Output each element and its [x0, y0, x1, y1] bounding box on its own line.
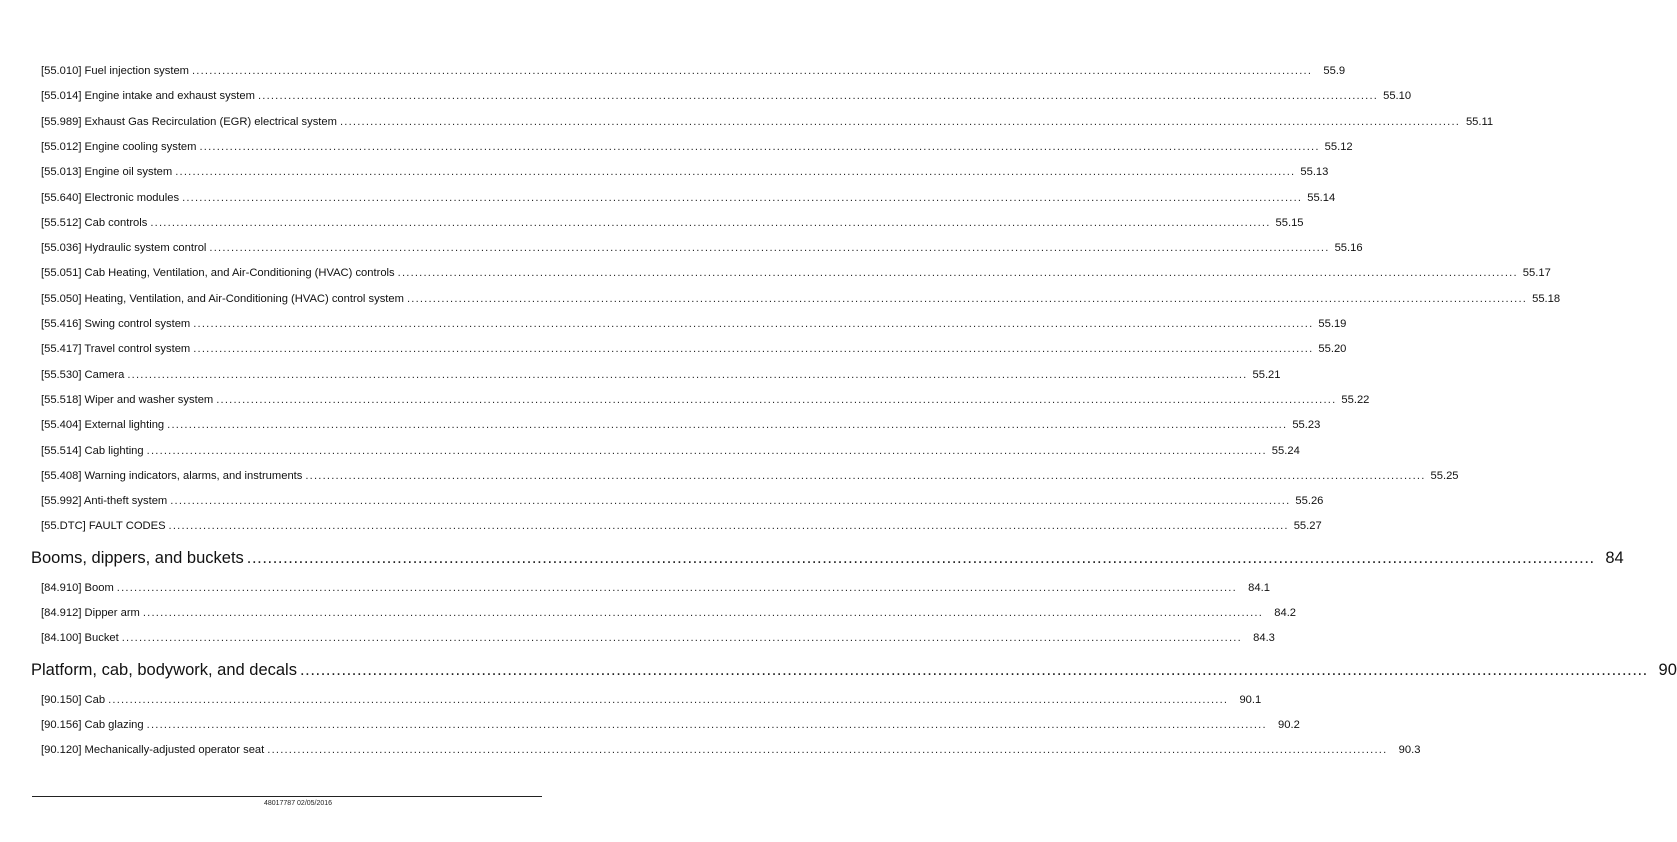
- toc-entry-page-number: 55.23: [1292, 419, 1321, 432]
- toc-section-page-number: 90: [1658, 660, 1677, 679]
- toc-entry-page-number: 55.22: [1341, 393, 1370, 406]
- toc-entry-title: [55.013] Engine oil system: [41, 166, 173, 179]
- toc-entry-page-number: 55.17: [1522, 267, 1551, 280]
- dot-leader: ....................................................................................................................................................................................................................................................................: [397, 267, 1518, 280]
- toc-entry-title: [55.518] Wiper and washer system: [41, 393, 214, 406]
- toc-section-title: Booms, dippers, and buckets: [31, 548, 244, 567]
- toc-entry[interactable]: [41, 216, 1304, 230]
- toc-entry-title: [84.100] Bucket: [41, 632, 119, 645]
- dot-leader: ....................................................................................................................................................................................................................................................................: [150, 216, 1271, 229]
- toc-entry[interactable]: [41, 140, 1353, 154]
- dot-leader: ....................................................................................................................................................................................................................................................................: [167, 419, 1288, 432]
- toc-section-title: Platform, cab, bodywork, and decals: [31, 660, 297, 679]
- toc-entry-page-number: 55.21: [1252, 368, 1281, 381]
- toc-entry-title: [55.010] Fuel injection system: [41, 65, 189, 77]
- toc-entry-page-number: 55.20: [1318, 343, 1347, 356]
- dot-leader: ....................................................................................................................................................................................................................................................................: [142, 607, 1264, 619]
- toc-entry[interactable]: [41, 115, 1494, 129]
- toc-entry-title: [55.404] External lighting: [41, 419, 165, 432]
- toc-entry-page-number: 90.2: [1278, 718, 1300, 731]
- dot-leader: ....................................................................................................................................................................................................................................................................: [146, 718, 1267, 731]
- dot-leader: ....................................................................................................................................................................................................................................................................: [257, 90, 1379, 103]
- toc-entry-page-number: 55.11: [1465, 115, 1494, 128]
- toc-entry[interactable]: [41, 165, 1329, 179]
- toc-entry[interactable]: [41, 494, 1324, 508]
- toc-entry-title: [90.156] Cab glazing: [41, 718, 144, 731]
- toc-entry[interactable]: [41, 469, 1459, 483]
- dot-leader: ....................................................................................................................................................................................................................................................................: [175, 166, 1296, 179]
- toc-section-page-number: 84: [1605, 548, 1624, 567]
- toc-entry-page-number: 55.16: [1334, 242, 1363, 255]
- dot-leader: ....................................................................................................................................................................................................................................................................: [170, 495, 1291, 508]
- toc-entry-title: [55.512] Cab controls: [41, 216, 148, 229]
- dot-leader: ....................................................................................................................................................................................................................................................................: [193, 343, 1314, 356]
- toc-entry-page-number: 90.3: [1398, 744, 1421, 757]
- dot-leader: ....................................................................................................................................................................................................................................................................: [199, 140, 1320, 153]
- toc-entry[interactable]: [41, 631, 1275, 645]
- toc-entry-page-number: 55.10: [1383, 90, 1412, 103]
- toc-entry-title: [55.640] Electronic modules: [41, 191, 180, 204]
- toc-entry-page-number: 55.13: [1300, 166, 1329, 179]
- toc-entry[interactable]: [41, 693, 1262, 707]
- toc-entry-page-number: 90.1: [1239, 693, 1262, 706]
- toc-entry-title: [55.992] Anti-theft system: [41, 495, 168, 508]
- toc-entry-title: [55.014] Engine intake and exhaust system: [41, 90, 255, 103]
- toc-entry-page-number: 55.24: [1271, 444, 1300, 457]
- footer-document-reference: 48017787 02/05/2016: [263, 800, 333, 807]
- toc-entry-page-number: 55.14: [1307, 191, 1336, 204]
- toc-entry-title: [55.036] Hydraulic system control: [41, 242, 207, 255]
- toc-entry[interactable]: [41, 418, 1321, 432]
- toc-entry[interactable]: [41, 89, 1412, 103]
- toc-entry[interactable]: [41, 606, 1297, 620]
- toc-entry[interactable]: [41, 368, 1281, 382]
- toc-entry-title: [55.417] Travel control system: [41, 343, 191, 356]
- dot-leader: ....................................................................................................................................................................................................................................................................: [216, 393, 1337, 406]
- toc-entry[interactable]: [41, 241, 1363, 255]
- toc-entry[interactable]: [41, 292, 1561, 306]
- toc-entry-title: [55.416] Swing control system: [41, 318, 191, 330]
- dot-leader: ....................................................................................................................................................................................................................................................................: [339, 115, 1461, 128]
- toc-entry-title: [55.408] Warning indicators, alarms, and instruments: [41, 469, 303, 482]
- dot-leader: ....................................................................................................................................................................................................................................................................: [192, 65, 1313, 77]
- toc-entry-title: [90.120] Mechanically-adjusted operator seat: [41, 744, 265, 757]
- toc-entry-page-number: 84.3: [1253, 632, 1275, 645]
- toc-entry[interactable]: [41, 581, 1270, 595]
- toc-entry-page-number: 55.9: [1323, 65, 1346, 77]
- toc-entry-title: [90.150] Cab: [41, 693, 106, 706]
- dot-leader: ....................................................................................................................................................................................................................................................................: [168, 520, 1289, 533]
- toc-entry[interactable]: [41, 718, 1300, 732]
- dot-leader: ....................................................................................................................................................................................................................................................................: [108, 693, 1229, 706]
- toc-section-heading[interactable]: [31, 660, 1677, 680]
- toc-entry-page-number: 84.2: [1274, 607, 1297, 619]
- toc-entry-page-number: 55.15: [1275, 216, 1304, 229]
- toc-section-heading[interactable]: [31, 548, 1624, 568]
- toc-entry-title: [55.514] Cab lighting: [41, 444, 144, 457]
- toc-entry-title: [55.530] Camera: [41, 368, 125, 381]
- toc-entry[interactable]: [41, 266, 1551, 280]
- dot-leader: ....................................................................................................................................................................................................................................................................: [406, 292, 1528, 305]
- toc-entry[interactable]: [41, 191, 1336, 205]
- toc-entry-page-number: 55.27: [1293, 520, 1322, 533]
- dot-leader: ....................................................................................................................................................................................................................................................................: [305, 469, 1426, 482]
- dot-leader: ....................................................................................................................................................................................................................................................................: [299, 660, 1648, 679]
- toc-entry-title: [55.DTC] FAULT CODES: [41, 520, 166, 533]
- toc-entry-page-number: 55.19: [1318, 318, 1347, 330]
- toc-entry-title: [55.012] Engine cooling system: [41, 140, 197, 153]
- footer-divider: [32, 796, 542, 797]
- toc-entry-title: [55.051] Cab Heating, Ventilation, and Air-Conditioning (HVAC) controls: [41, 267, 395, 280]
- toc-entry[interactable]: [41, 393, 1370, 407]
- toc-entry-title: [84.910] Boom: [41, 581, 114, 594]
- dot-leader: ....................................................................................................................................................................................................................................................................: [116, 581, 1237, 594]
- toc-entry-page-number: 84.1: [1248, 581, 1270, 594]
- dot-leader: ....................................................................................................................................................................................................................................................................: [146, 444, 1267, 457]
- toc-entry[interactable]: [41, 342, 1347, 356]
- dot-leader: ....................................................................................................................................................................................................................................................................: [182, 191, 1303, 204]
- dot-leader: ....................................................................................................................................................................................................................................................................: [127, 368, 1248, 381]
- toc-entry-page-number: 55.25: [1430, 469, 1459, 482]
- dot-leader: ....................................................................................................................................................................................................................................................................: [193, 318, 1314, 330]
- toc-entry-page-number: 55.18: [1532, 292, 1561, 305]
- toc-entry-title: [55.050] Heating, Ventilation, and Air-Conditioning (HVAC) control system: [41, 292, 404, 305]
- toc-entry-page-number: 55.12: [1324, 140, 1353, 153]
- toc-entry[interactable]: [41, 64, 1346, 78]
- dot-leader: ....................................................................................................................................................................................................................................................................: [209, 242, 1330, 255]
- dot-leader: ....................................................................................................................................................................................................................................................................: [246, 548, 1595, 567]
- toc-entry-page-number: 55.26: [1295, 495, 1324, 508]
- dot-leader: ....................................................................................................................................................................................................................................................................: [121, 632, 1242, 645]
- toc-entry[interactable]: [41, 743, 1421, 757]
- dot-leader: ....................................................................................................................................................................................................................................................................: [267, 744, 1388, 757]
- toc-entry[interactable]: [41, 317, 1347, 331]
- toc-entry-title: [84.912] Dipper arm: [41, 607, 140, 619]
- toc-entry[interactable]: [41, 519, 1322, 533]
- toc-entry-title: [55.989] Exhaust Gas Recirculation (EGR) electrical system: [41, 115, 337, 128]
- toc-entry[interactable]: [41, 444, 1300, 458]
